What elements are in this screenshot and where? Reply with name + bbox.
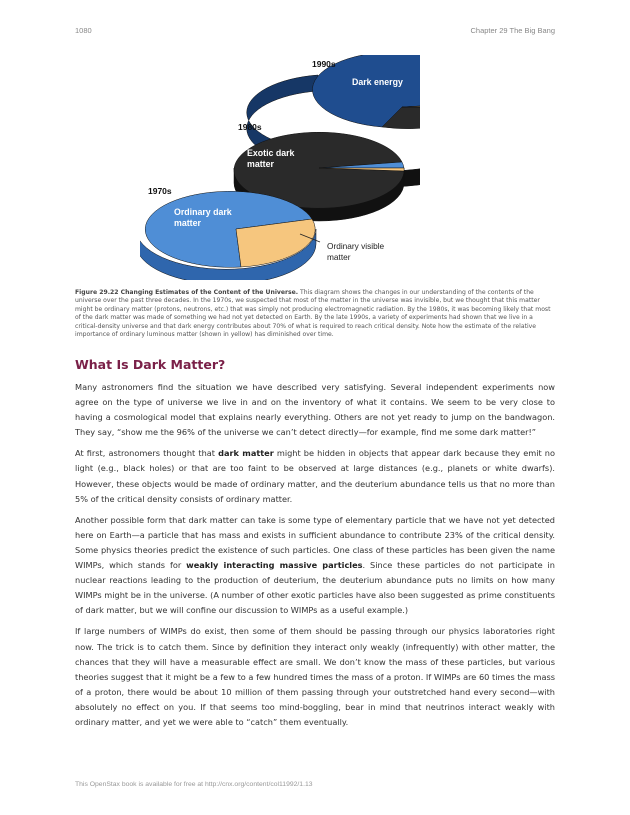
figure-caption — [75, 289, 555, 339]
ordinary-visible-matter-label-line1: Ordinary visible — [327, 241, 385, 251]
paragraph-3-part-a: Another possible form that dark matter can take is some type of elementary particle that we have not yet detected here on Earth—a particle that has mass and exists in sufficient abundance to contribute 23% of the critical density. Some physics theories predict the existence of such particles. One class of these particles has been given the name WIMPs, which stands for — [75, 514, 555, 571]
paragraph-1: Many astronomers find the situation we have described very satisfying. Several independent experiments now agree on the type of universe we live in and on the inventory of what it contains. We seem to be very close to having a cosmological model that explains nearly everything. Others are not yet ready to jump on the bandwagon. They say, “show me the 96% of the universe we can’t detect directly—for example, find me some dark matter!” — [75, 382, 555, 438]
body-text — [75, 380, 555, 736]
term-wimps: weakly interacting massive particles — [186, 560, 363, 571]
year-label-1990s: 1990s — [312, 59, 336, 69]
exotic-dark-matter-label-line1: Exotic dark — [247, 148, 295, 158]
paragraph-4: If large numbers of WIMPs do exist, then some of them should be passing through our physics laboratories right now. The trick is to catch them. Since by definition they interact only weakly (infrequently) with other matter, the chances that they will have a measurable effect are small. We don’t know the mass of these particles, but various theories suggest that it might be a few to a few hundred times the mass of a proton. If WIMPs are 60 times the mass of a proton, there would be about 10 million of them passing through your outstretched hand every second—with absolutely no effect on you. If that seems too mind-boggling, bear in mind that neutrinos interact weakly with ordinary matter, and yet we were able to “catch” them eventually. — [75, 626, 555, 727]
paragraph-3 — [75, 513, 555, 619]
exotic-dark-matter-label-line2: matter — [247, 159, 274, 169]
pie-stack-illustration — [140, 55, 420, 280]
paragraph-2-part-a: At first, astronomers thought that — [75, 448, 219, 459]
figure-caption-title: Figure 29.22 Changing Estimates of the Content of the Universe. — [75, 289, 299, 296]
pie-1970s — [140, 191, 316, 280]
figure-caption-text: This diagram shows the changes in our understanding of the contents of the universe over the past three decades. In the 1970s, we suspected that most of the matter in the universe was invisible, but we thought that this matter might be ordinary matter (protons, neutrons, etc.) that was simply not producing electromagnetic radiation. By the 1980s, it was becoming likely that most of the dark matter was made of something we had not yet detected on Earth. By the late 1990s, a variety of experiments had shown that we live in a critical-density universe and that dark energy contributes about 70% of what is required to reach critical density. Note how the estimate of the relative importance of ordinary luminous matter (shown in yellow) has diminished over time. — [75, 289, 551, 339]
running-head — [75, 26, 555, 38]
term-dark-matter: dark matter — [218, 448, 274, 459]
dark-energy-label: Dark energy — [352, 77, 403, 87]
chapter-title: Chapter 29 The Big Bang — [470, 26, 555, 35]
paragraph-3-part-c: . Since these particles do not participate in nuclear reactions leading to the production of deuterium, the deuterium abundance puts no limits on how many WIMPs might be in the universe. (A number of other exotic particles have also been suggested as prime constituents of dark matter, but we will confine our discussion to WIMPs as a useful example.) — [75, 560, 555, 616]
year-label-1980s: 1980s — [238, 122, 262, 132]
ordinary-visible-matter-label-line2: matter — [327, 252, 351, 262]
paragraph-2 — [75, 446, 555, 506]
year-label-1970s: 1970s — [148, 186, 172, 196]
ordinary-dark-matter-label-line2: matter — [174, 218, 201, 228]
page-footer: This OpenStax book is available for free at http://cnx.org/content/col11992/1.13 — [75, 781, 313, 788]
paragraph-2-part-c: might be hidden in objects that appear dark because they emit no light (e.g., black holes) or that are too faint to be observed at large distances (e.g., planets or white dwarfs). However, these objects would be made of ordinary matter, and the deuterium abundance tells us that no more than 5% of the critical density consists of ordinary matter. — [75, 448, 555, 504]
section-title: What Is Dark Matter? — [75, 357, 226, 372]
figure-pie-charts — [140, 55, 420, 280]
ordinary-dark-matter-label-line1: Ordinary dark — [174, 207, 232, 217]
page-number: 1080 — [75, 26, 92, 35]
